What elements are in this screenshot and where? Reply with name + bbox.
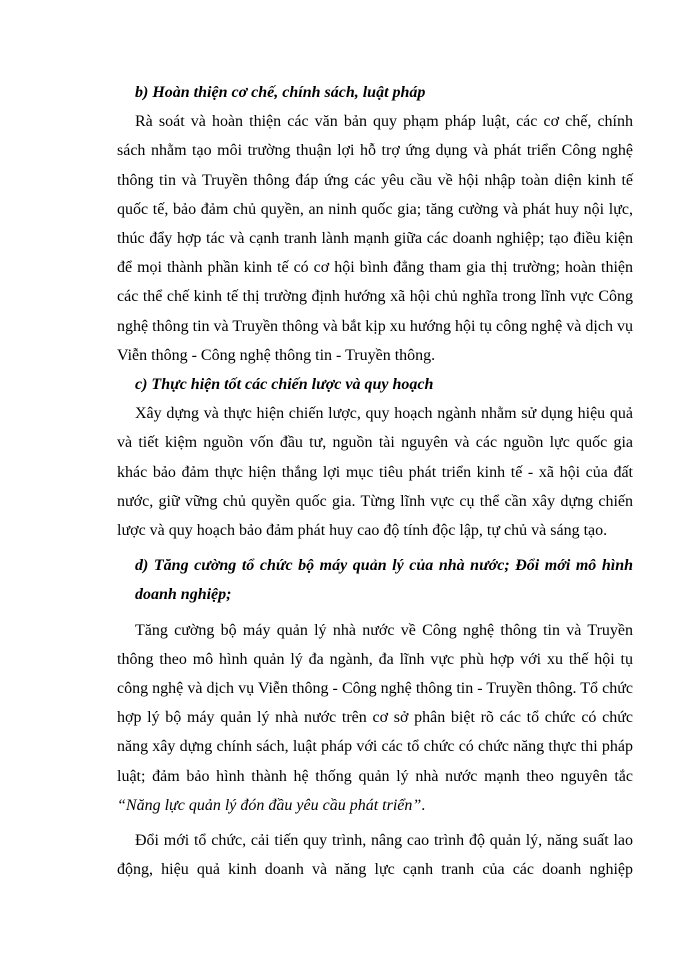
section-d-quote: “Năng lực quản lý đón đầu yêu cầu phát triển” xyxy=(117,796,422,814)
section-b-paragraph: Rà soát và hoàn thiện các văn bản quy phạm pháp luật, các cơ chế, chính sách nhằm tạo môi trường thuận lợi hỗ trợ ứng dụng và phát triển Công nghệ thông tin và Truyền thông đáp ứng các yêu cầu về hội nhập toàn diện kinh tế quốc tế, bảo đảm chủ quyền, an ninh quốc gia; tăng cường và phát huy nội lực, thúc đẩy hợp tác và cạnh tranh lành mạnh giữa các doanh nghiệp; tạo điều kiện để mọi thành phần kinh tế có cơ hội bình đẳng tham gia thị trường; hoàn thiện các thể chế kinh tế thị trường định hướng xã hội chủ nghĩa trong lĩnh vực Công nghệ thông tin và Truyền thông và bắt kịp xu hướng hội tụ công nghệ và dịch vụ Viễn thông - Công nghệ thông tin - Truyền thông. xyxy=(117,113,633,364)
section-d-paragraph-1 xyxy=(117,616,633,820)
section-c-paragraph: Xây dựng và thực hiện chiến lược, quy hoạch ngành nhằm sử dụng hiệu quả và tiết kiệm nguồn vốn đầu tư, nguồn tài nguyên và các nguồn lực quốc gia khác bảo đảm thực hiện thắng lợi mục tiêu phát triển kinh tế - xã hội của đất nước, giữ vững chủ quyền quốc gia. Từng lĩnh vực cụ thể cần xây dựng chiến lược và quy hoạch bảo đảm phát huy cao độ tính độc lập, tự chủ và sáng tạo. xyxy=(117,405,633,540)
document-page xyxy=(117,78,633,884)
section-d-paragraph-1-text: Tăng cường bộ máy quản lý nhà nước về Công nghệ thông tin và Truyền thông theo mô hình quản lý đa ngành, đa lĩnh vực phù hợp với xu thế hội tụ công nghệ và dịch vụ Viễn thông - Công nghệ thông tin - Truyền thông. Tổ chức hợp lý bộ máy quản lý nhà nước trên cơ sở phân biệt rõ các tổ chức có chức năng xây dựng chính sách, luật pháp với các tổ chức có chức năng thực thi pháp luật; đảm bảo hình thành hệ thống quản lý nhà nước mạnh theo nguyên tắc xyxy=(117,621,633,785)
section-d-paragraph-1-end: . xyxy=(421,796,426,814)
section-d-paragraph-2: Đổi mới tổ chức, cải tiến quy trình, nâng cao trình độ quản lý, năng suất lao động, hiệu quả kinh doanh và năng lực cạnh tranh của các doanh nghiệp xyxy=(117,832,633,879)
section-d-heading: d) Tăng cường tổ chức bộ máy quản lý của nhà nước; Đổi mới mô hình doanh nghiệp; xyxy=(135,557,633,604)
section-c-heading: c) Thực hiện tốt các chiến lược và quy hoạch xyxy=(135,376,434,394)
section-b-heading: b) Hoàn thiện cơ chế, chính sách, luật pháp xyxy=(135,84,426,101)
